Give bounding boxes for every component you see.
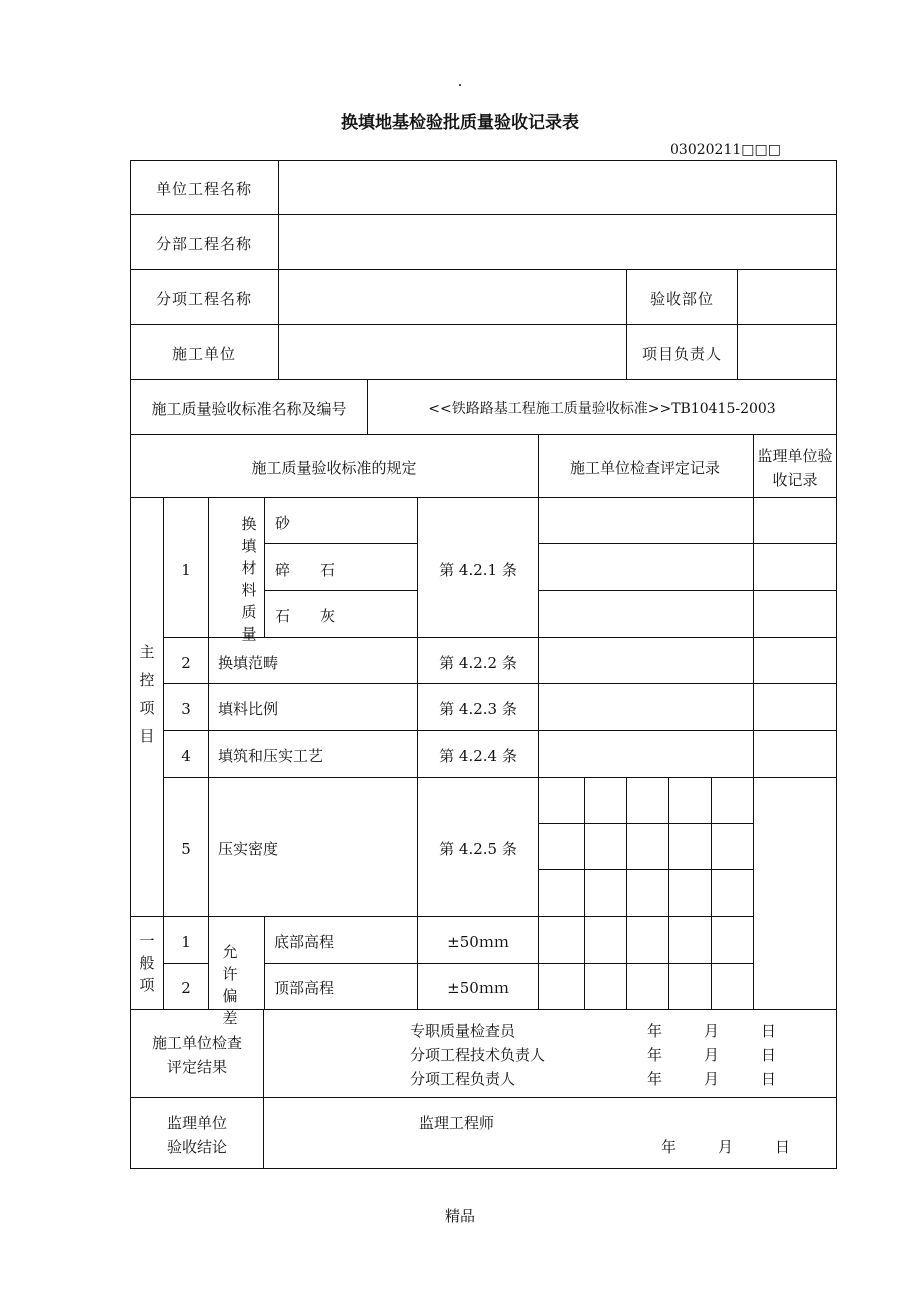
tech-lead-month: 月	[704, 1046, 720, 1064]
sub-project-label: 分部工程名称	[155, 235, 253, 253]
material-gravel: 碎 石	[275, 561, 336, 579]
allowable-deviation-group: 允许偏差	[222, 943, 252, 1027]
item-project-label: 分项工程名称	[155, 290, 253, 308]
inspector-day: 日	[761, 1022, 777, 1040]
item-4-name: 填筑和压实工艺	[218, 747, 324, 765]
footer-text: 精品	[444, 1207, 476, 1225]
item-5-name: 压实密度	[218, 840, 279, 858]
item-3-name: 填料比例	[218, 700, 279, 718]
page-dot: .	[457, 72, 463, 90]
supervisor-result-label-1: 监理单位	[166, 1114, 228, 1132]
contractor-result-label-2: 评定结果	[166, 1058, 228, 1076]
material-lime: 石 灰	[275, 607, 336, 625]
project-manager-label: 项目负责人	[641, 345, 723, 363]
general-label: 一般项	[139, 932, 155, 994]
tech-lead-role: 分项工程技术负责人	[410, 1046, 546, 1064]
item-4-clause: 第 4.2.4 条	[439, 747, 517, 765]
contractor-label: 施工单位	[171, 345, 237, 363]
general-2-name: 顶部高程	[274, 979, 335, 997]
inspector-month: 月	[704, 1022, 720, 1040]
supervisor-result-label-2: 验收结论	[166, 1138, 228, 1156]
item-lead-year: 年	[647, 1070, 663, 1088]
tech-lead-year: 年	[647, 1046, 663, 1064]
item-5-clause: 第 4.2.5 条	[439, 840, 517, 858]
general-2-tolerance: ±50ｍｍ	[447, 979, 509, 997]
item-2-name: 换填范畴	[218, 654, 279, 672]
item-2-no: 2	[181, 654, 191, 672]
item-5-no: 5	[181, 840, 191, 858]
standard-value: <<铁路路基工程施工质量验收标准>>TB10415-2003	[428, 401, 776, 417]
quality-inspector-role: 专职质量检查员	[410, 1022, 516, 1040]
item-3-clause: 第 4.2.3 条	[439, 700, 517, 718]
supervisor-year: 年	[661, 1138, 677, 1156]
contractor-record-header: 施工单位检查评定记录	[569, 459, 721, 477]
main-control-label: 主控项目	[139, 643, 155, 745]
item-lead-role: 分项工程负责人	[410, 1070, 516, 1088]
item-1-no: 1	[181, 561, 191, 579]
item-1-clause: 第 4.2.1 条	[439, 561, 517, 579]
general-1-tolerance: ±50ｍｍ	[447, 933, 509, 951]
general-1-name: 底部高程	[274, 933, 335, 951]
general-1-no: 1	[181, 933, 191, 951]
item-lead-day: 日	[761, 1070, 777, 1088]
supervising-engineer-label: 监理工程师	[419, 1114, 495, 1132]
supervisor-day: 日	[775, 1138, 791, 1156]
item-3-no: 3	[181, 700, 191, 718]
tech-lead-day: 日	[761, 1046, 777, 1064]
item-4-no: 4	[181, 747, 191, 765]
contractor-result-label-1: 施工单位检查	[151, 1034, 243, 1052]
acceptance-part-label: 验收部位	[649, 290, 715, 308]
standard-label: 施工质量验收标准名称及编号	[151, 400, 347, 418]
inspector-year: 年	[647, 1022, 663, 1040]
supervisor-month: 月	[718, 1138, 734, 1156]
spec-column-header: 施工质量验收标准的规定	[251, 459, 417, 477]
form-code: 03020211□□□	[670, 142, 781, 158]
item-2-clause: 第 4.2.2 条	[439, 654, 517, 672]
material-quality-group: 换填材料质量	[241, 515, 257, 643]
unit-project-label: 单位工程名称	[155, 180, 253, 198]
supervisor-record-header: 监理单位验收记录	[757, 447, 833, 489]
page-title: 换填地基检验批质量验收记录表	[341, 113, 579, 133]
material-sand: 砂	[275, 514, 291, 532]
general-2-no: 2	[181, 979, 191, 997]
item-lead-month: 月	[704, 1070, 720, 1088]
